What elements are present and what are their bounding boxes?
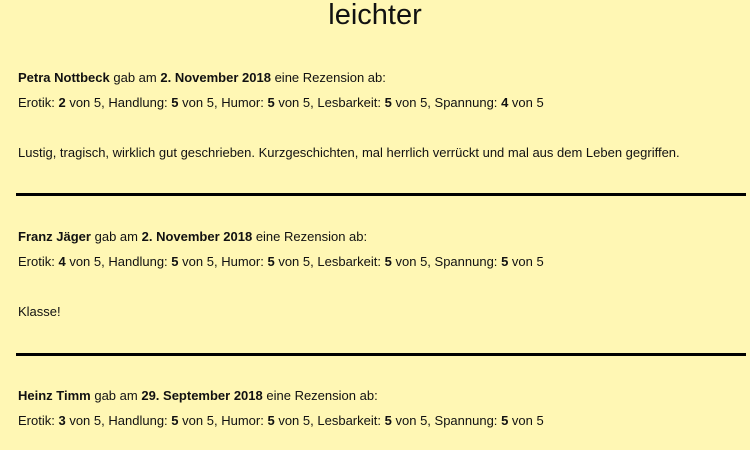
rating-max: 5 xyxy=(302,413,311,428)
rating-separator: , xyxy=(213,413,222,428)
review-text: Klasse! xyxy=(18,304,61,319)
rating-max: 5 xyxy=(302,95,311,110)
rating-of: von xyxy=(278,413,300,428)
reviewer-name: Heinz Timm xyxy=(18,388,91,403)
rating-of: von xyxy=(69,254,91,269)
rating-label-erotik: Erotik: xyxy=(18,254,55,269)
rating-of: von xyxy=(182,254,204,269)
review-ratings xyxy=(18,253,544,271)
review-divider xyxy=(16,193,746,196)
rating-label-lesbarkeit: Lesbarkeit: xyxy=(317,95,381,110)
rating-value-humor: 5 xyxy=(267,254,275,269)
rating-label-humor: Humor: xyxy=(221,413,264,428)
review-text: Lustig, tragisch, wirklich gut geschrieben. Kurzgeschichten, mal herrlich verrückt und mal aus dem Leben gegriffen. xyxy=(18,145,680,160)
review-ratings xyxy=(18,412,544,430)
rating-max: 5 xyxy=(93,254,102,269)
rating-separator: , xyxy=(101,254,109,269)
rating-max: 5 xyxy=(93,413,102,428)
rating-separator: , xyxy=(427,254,435,269)
rating-value-handlung: 5 xyxy=(171,254,179,269)
rating-label-lesbarkeit: Lesbarkeit: xyxy=(317,413,381,428)
rating-of: von xyxy=(182,95,204,110)
rating-of: von xyxy=(395,95,417,110)
review-header xyxy=(18,387,378,405)
rating-value-spannung: 4 xyxy=(501,95,509,110)
rating-separator: , xyxy=(101,413,109,428)
rating-label-spannung: Spannung: xyxy=(434,95,498,110)
reviewer-name: Franz Jäger xyxy=(18,229,91,244)
rating-max: 5 xyxy=(420,413,428,428)
rating-value-humor: 5 xyxy=(267,413,275,428)
rating-label-lesbarkeit: Lesbarkeit: xyxy=(317,254,381,269)
rating-of: von xyxy=(182,413,204,428)
rating-value-erotik: 4 xyxy=(58,254,66,269)
review-ratings xyxy=(18,94,544,112)
rating-label-handlung: Handlung: xyxy=(108,254,168,269)
rating-max: 5 xyxy=(302,254,311,269)
rating-value-lesbarkeit: 5 xyxy=(384,254,392,269)
rating-max: 5 xyxy=(420,254,428,269)
review-date-prefix: gab am xyxy=(94,229,138,244)
rating-label-handlung: Handlung: xyxy=(108,95,168,110)
rating-of: von xyxy=(511,413,533,428)
rating-max: 5 xyxy=(536,254,544,269)
rating-value-spannung: 5 xyxy=(501,254,509,269)
review-suffix: eine Rezension ab: xyxy=(274,70,386,85)
rating-separator: , xyxy=(427,413,435,428)
rating-max: 5 xyxy=(536,95,544,110)
rating-of: von xyxy=(395,254,417,269)
review-date-prefix: gab am xyxy=(113,70,157,85)
review-divider xyxy=(16,353,746,356)
rating-label-handlung: Handlung: xyxy=(108,413,168,428)
rating-of: von xyxy=(278,254,300,269)
rating-value-lesbarkeit: 5 xyxy=(384,95,392,110)
rating-of: von xyxy=(69,413,91,428)
rating-max: 5 xyxy=(93,95,102,110)
rating-label-humor: Humor: xyxy=(221,254,264,269)
rating-value-handlung: 5 xyxy=(171,413,179,428)
rating-of: von xyxy=(511,254,533,269)
rating-separator: , xyxy=(101,95,109,110)
rating-max: 5 xyxy=(206,413,214,428)
rating-label-spannung: Spannung: xyxy=(434,254,498,269)
rating-label-erotik: Erotik: xyxy=(18,95,55,110)
rating-of: von xyxy=(395,413,417,428)
rating-separator: , xyxy=(213,254,222,269)
page-title: leichter xyxy=(328,0,422,31)
review-suffix: eine Rezension ab: xyxy=(255,229,368,244)
rating-max: 5 xyxy=(206,254,214,269)
review-date-prefix: gab am xyxy=(94,388,138,403)
rating-of: von xyxy=(69,95,91,110)
rating-max: 5 xyxy=(536,413,544,428)
rating-value-erotik: 3 xyxy=(58,413,66,428)
review-suffix: eine Rezension ab: xyxy=(266,388,378,403)
reviewer-name: Petra Nottbeck xyxy=(18,70,110,85)
rating-max: 5 xyxy=(206,95,214,110)
review-header xyxy=(18,228,367,246)
review-header xyxy=(18,69,386,87)
rating-of: von xyxy=(511,95,533,110)
rating-separator: , xyxy=(310,254,318,269)
rating-separator: , xyxy=(427,95,435,110)
rating-max: 5 xyxy=(420,95,428,110)
rating-separator: , xyxy=(310,413,318,428)
rating-value-erotik: 2 xyxy=(58,95,66,110)
rating-value-humor: 5 xyxy=(267,95,275,110)
rating-separator: , xyxy=(310,95,318,110)
rating-separator: , xyxy=(213,95,222,110)
rating-value-spannung: 5 xyxy=(501,413,509,428)
review-date: 29. September 2018 xyxy=(141,388,263,403)
review-date: 2. November 2018 xyxy=(141,229,253,244)
review-date: 2. November 2018 xyxy=(160,70,271,85)
rating-label-humor: Humor: xyxy=(221,95,264,110)
rating-value-handlung: 5 xyxy=(171,95,179,110)
rating-value-lesbarkeit: 5 xyxy=(384,413,392,428)
rating-label-erotik: Erotik: xyxy=(18,413,55,428)
rating-label-spannung: Spannung: xyxy=(434,413,498,428)
rating-of: von xyxy=(278,95,300,110)
